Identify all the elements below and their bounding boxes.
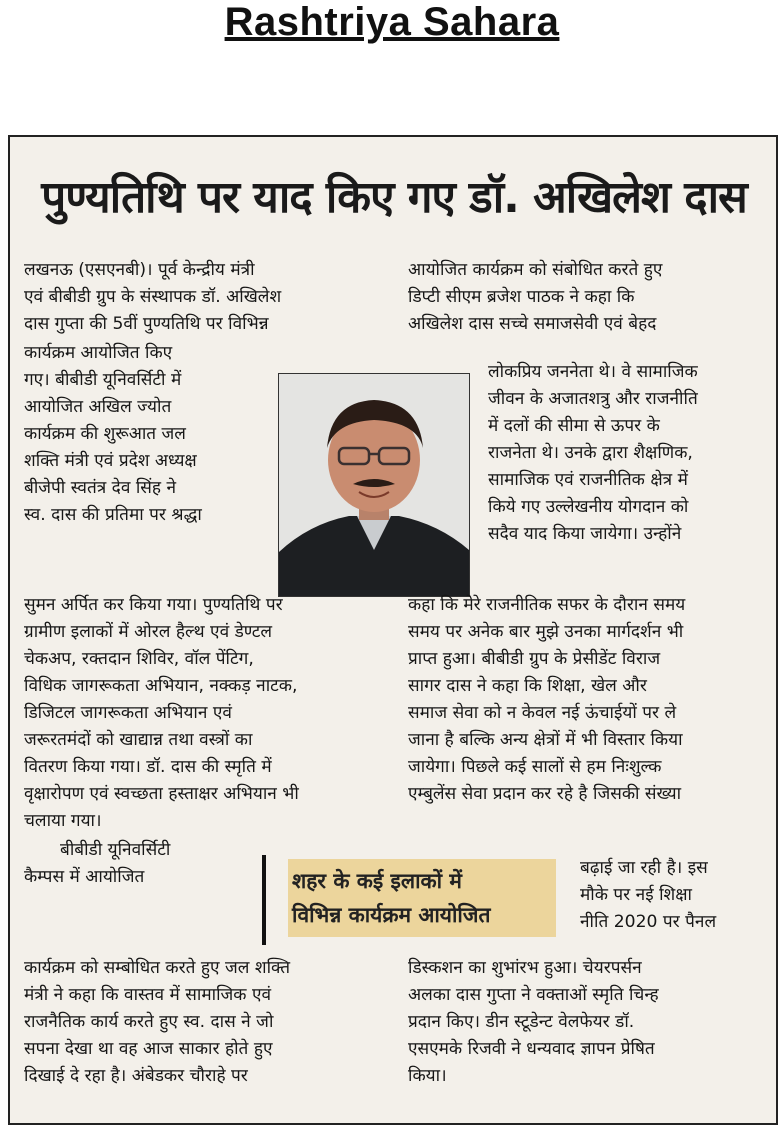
subheading-line: विभिन्न कार्यक्रम आयोजित xyxy=(292,903,491,927)
text-line: डिस्कशन का शुभांरभ हुआ। चेयरपर्सन xyxy=(408,958,642,978)
text-line: वितरण किया गया। डॉ. दास की स्मृति में xyxy=(24,757,272,777)
text-line: अलका दास गुप्ता ने वक्ताओं स्मृति चिन्ह xyxy=(408,985,659,1005)
text-line: बढ़ाई जा रही है। इस xyxy=(580,858,708,878)
text-line: राजनेता थे। उनके द्वारा शैक्षणिक, xyxy=(488,443,693,463)
text-line: कार्यक्रम को सम्बोधित करते हुए जल शक्ति xyxy=(24,958,291,978)
text-line: समय पर अनेक बार मुझे उनका मार्गदर्शन भी xyxy=(408,622,684,642)
text-line: सागर दास ने कहा कि शिक्षा, खेल और xyxy=(408,676,647,696)
text-line: आयोजित कार्यक्रम को संबोधित करते हुए xyxy=(408,260,663,280)
newspaper-clipping xyxy=(8,135,778,1125)
text-line: जरूरतमंदों को खाद्यान्न तथा वस्त्रों का xyxy=(24,730,253,750)
article-headline: पुण्यतिथि पर याद किए गए डॉ. अखिलेश दास xyxy=(41,172,747,223)
text-line: में दलों की सीमा से ऊपर के xyxy=(488,416,660,436)
text-line: अखिलेश दास सच्चे समाजसेवी एवं बेहद xyxy=(408,314,657,334)
masthead-title: Rashtriya Sahara xyxy=(224,0,560,44)
text-line: जीवन के अजातशत्रु और राजनीति xyxy=(488,389,698,409)
text-line: चलाया गया। xyxy=(24,811,102,831)
text-line: वृक्षारोपण एवं स्वच्छता हस्ताक्षर अभियान भी xyxy=(24,784,299,804)
text-line: सपना देखा था वह आज साकार होते हुए xyxy=(24,1039,273,1059)
text-line: प्राप्त हुआ। बीबीडी ग्रुप के प्रेसीडेंट विराज xyxy=(408,649,661,669)
text-line: कार्यक्रम की शुरूआत जल xyxy=(24,424,186,444)
portrait-photo-icon xyxy=(278,373,470,597)
text-line: एसएमके रिजवी ने धन्यवाद ज्ञापन प्रेषित xyxy=(408,1039,655,1059)
text-line: नीति 2020 पर पैनल xyxy=(580,912,717,932)
text-line: गए। बीबीडी यूनिवर्सिटी में xyxy=(24,370,182,390)
text-line: आयोजित अखिल ज्योत xyxy=(24,397,172,417)
text-line: स्व. दास की प्रतिमा पर श्रद्धा xyxy=(24,505,202,525)
text-line: सुमन अर्पित कर किया गया। पुण्यतिथि पर xyxy=(24,595,283,615)
text-line: समाज सेवा को न केवल नई ऊंचाईयों पर ले xyxy=(408,703,677,723)
text-line: ग्रामीण इलाकों में ओरल हैल्थ एवं डेण्टल xyxy=(24,622,273,642)
text-line: चेकअप, रक्तदान शिविर, वॉल पेंटिग, xyxy=(24,649,254,669)
text-line: एम्बुलेंस सेवा प्रदान कर रहे है जिसकी संख्या xyxy=(408,784,682,804)
text-line: किये गए उल्लेखनीय योगदान को xyxy=(488,497,689,517)
text-line: सदैव याद किया जायेगा। उन्होंने xyxy=(488,524,682,544)
text-line: बीबीडी यूनिवर्सिटी xyxy=(60,840,171,860)
text-line: विधिक जागरूकता अभियान, नक्कड़ नाटक, xyxy=(24,676,298,696)
text-line: लोकप्रिय जननेता थे। वे सामाजिक xyxy=(488,362,698,382)
text-line: शक्ति मंत्री एवं प्रदेश अध्यक्ष xyxy=(24,451,197,471)
text-line: जाना है बल्कि अन्य क्षेत्रों में भी विस्तार किया xyxy=(408,730,683,750)
text-line: दास गुप्ता की 5वीं पुण्यतिथि पर विभिन्न xyxy=(24,314,269,334)
subheading-line: शहर के कई इलाकों में xyxy=(292,869,462,893)
text-line: कार्यक्रम आयोजित किए xyxy=(24,343,173,363)
text-line: लखनऊ (एसएनबी)। पूर्व केन्द्रीय मंत्री xyxy=(24,260,255,280)
text-line: जायेगा। पिछले कई सालों से हम निःशुल्क xyxy=(408,757,662,777)
text-line: डिजिटल जागरूकता अभियान एवं xyxy=(24,703,232,723)
text-line: मौके पर नई शिक्षा xyxy=(580,885,693,905)
text-line: प्रदान किए। डीन स्टूडेन्ट वेलफेयर डॉ. xyxy=(408,1012,635,1032)
masthead xyxy=(0,0,784,60)
subheading-box xyxy=(262,855,562,945)
text-line: मंत्री ने कहा कि वास्तव में सामाजिक एवं xyxy=(24,985,272,1005)
text-line: डिप्टी सीएम ब्रजेश पाठक ने कहा कि xyxy=(408,287,635,307)
text-line: कहा कि मेरे राजनीतिक सफर के दौरान समय xyxy=(408,595,686,615)
text-line: राजनैतिक कार्य करते हुए स्व. दास ने जो xyxy=(24,1012,274,1032)
text-line: दिखाई दे रहा है। अंबेडकर चौराहे पर xyxy=(24,1066,248,1086)
text-line: बीजेपी स्वतंत्र देव सिंह ने xyxy=(24,478,177,498)
text-line: कैम्पस में आयोजित xyxy=(24,867,145,887)
text-line: एवं बीबीडी ग्रुप के संस्थापक डॉ. अखिलेश xyxy=(24,287,282,307)
text-line: किया। xyxy=(408,1066,447,1086)
text-line: सामाजिक एवं राजनीतिक क्षेत्र में xyxy=(488,470,688,490)
